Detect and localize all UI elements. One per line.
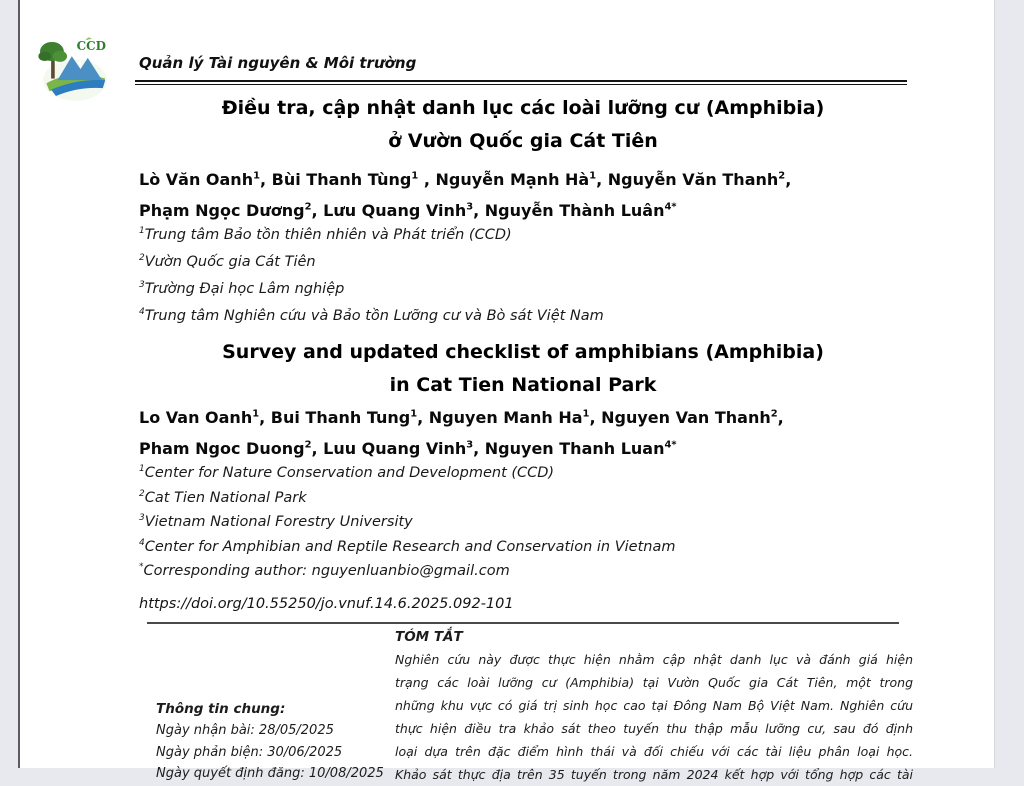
affiliation-line: $^3$Vietnam National Forestry University bbox=[139, 513, 413, 530]
abstract-line: Nghiên cứu này được thực hiện nhằm cập nhật danh lục và đánh giá hiện bbox=[395, 652, 913, 667]
abstract-line: thực hiện điều tra khảo sát theo tuyến thu thập mẫu lưỡng cư, sau đó định bbox=[395, 721, 913, 736]
corresponding-author-line: *Corresponding author: nguyenluanbio@gmail.com bbox=[139, 562, 510, 579]
vietnamese-title-line: ở Vườn Quốc gia Cát Tiên bbox=[388, 130, 658, 152]
affiliation-line: $^1$Center for Nature Conservation and Development (CCD) bbox=[139, 464, 555, 481]
affiliation-line: $^2$Vườn Quốc gia Cát Tiên bbox=[139, 253, 316, 270]
english-authors bbox=[139, 402, 784, 464]
general-info-box bbox=[156, 699, 401, 785]
english-affiliations bbox=[139, 461, 675, 584]
abstract-line: trạng các loài lưỡng cư (Amphibia) tại Vườn Quốc gia Cát Tiên, một trong bbox=[395, 675, 913, 690]
vietnamese-title-line: Điều tra, cập nhật danh lục các loài lưỡng cư (Amphibia) bbox=[221, 97, 825, 119]
info-row-received: Ngày nhận bài: 28/05/2025 bbox=[156, 723, 334, 738]
vietnamese-authors bbox=[139, 164, 791, 226]
english-authors-line: Lo Van Oanh$^1$, Bui Thanh Tung$^1$, Nguyen Manh Ha$^1$, Nguyen Van Thanh$^2$, bbox=[139, 408, 784, 427]
vietnamese-title bbox=[137, 92, 909, 158]
vietnamese-authors-line: Lò Văn Oanh$^1$, Bùi Thanh Tùng$^1$ , Nguyễn Mạnh $Hà^1$, Nguyễn Văn Thanh$^2$, bbox=[139, 170, 792, 189]
header-rule bbox=[135, 80, 907, 85]
abstract-heading: TÓM TẮT bbox=[395, 629, 463, 645]
info-heading: Thông tin chung: bbox=[156, 701, 286, 717]
abstract-body bbox=[395, 648, 913, 786]
affiliation-line: $^4$Center for Amphibian and Reptile Research and Conservation in Vietnam bbox=[139, 537, 676, 555]
affiliation-line: $^1$Trung tâm Bảo tồn thiên nhiên và Phát triển (CCD) bbox=[139, 226, 512, 243]
journal-logo bbox=[35, 34, 115, 104]
viewer-margin-left bbox=[0, 0, 18, 768]
doi-link[interactable]: https://doi.org/10.55250/jo.vnuf.14.6.2025.092-101 bbox=[139, 596, 514, 612]
document-page bbox=[18, 0, 995, 782]
english-authors-line: Pham Ngoc Duong$^2$, Luu Quang Vinh$^3$, Nguyen Thanh Luan$^{4*}$ bbox=[139, 439, 677, 458]
abstract-line: Khảo sát thực địa trên 35 tuyến trong năm 2024 kết hợp với tổng hợp các tài bbox=[395, 767, 913, 782]
english-title-line: Survey and updated checklist of amphibians (Amphibia) bbox=[222, 341, 824, 363]
ccd-logo-icon bbox=[35, 34, 115, 104]
affiliation-line: $^2$Cat Tien National Park bbox=[139, 488, 307, 506]
abstract-line: những khu vực có giá trị sinh học cao tại Đông Nam Bộ Việt Nam. Nghiên cứu bbox=[395, 698, 913, 713]
viewer-margin-right bbox=[995, 0, 1024, 768]
affiliation-line: $^4$Trung tâm Nghiên cứu và Bảo tồn Lưỡng cư và Bò sát Việt Nam bbox=[139, 307, 604, 324]
logo-text: CCD bbox=[76, 38, 106, 53]
info-row-reviewed: Ngày phản biện: 30/06/2025 bbox=[156, 744, 343, 760]
english-title-line: in Cat Tien National Park bbox=[389, 374, 657, 396]
abstract-line: loại dựa trên đặc điểm hình thái và đối chiếu với các tài liệu phân loại học. bbox=[395, 744, 913, 759]
vietnamese-affiliations bbox=[139, 222, 604, 330]
english-title bbox=[137, 336, 909, 402]
abstract-section bbox=[395, 627, 913, 782]
info-row-accepted: Ngày quyết định đăng: 10/08/2025 bbox=[156, 766, 384, 781]
journal-name: Quản lý Tài nguyên & Môi trường bbox=[139, 54, 417, 72]
section-divider bbox=[147, 622, 899, 624]
affiliation-line: $^3$Trường Đại học Lâm nghiệp bbox=[139, 280, 345, 297]
vietnamese-authors-line: Phạm Ngọc Dương$^2$, Lưu Quang Vinh$^3$, Nguyễn Thành Luân$^{4*}$ bbox=[139, 201, 677, 220]
